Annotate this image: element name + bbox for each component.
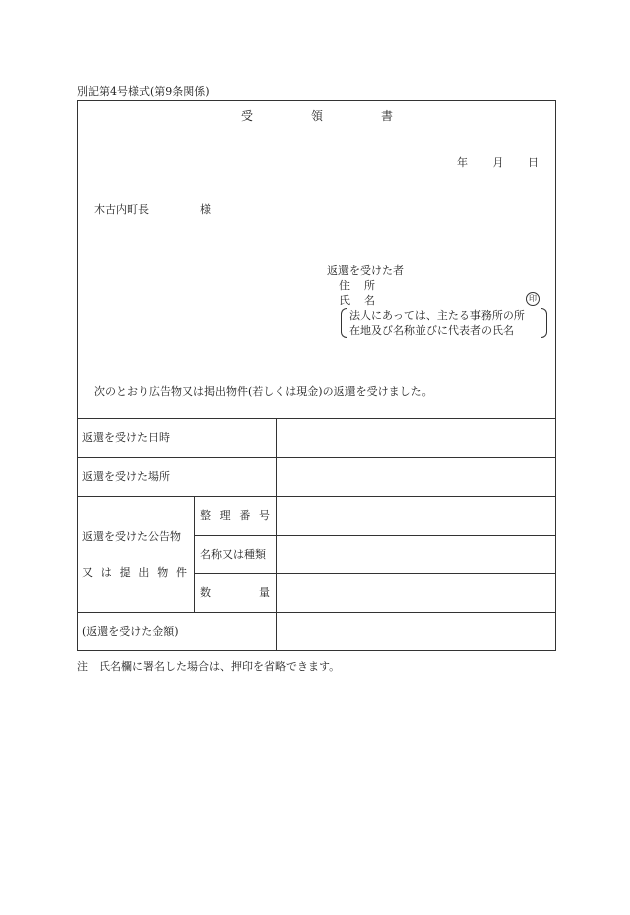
recipient-name-label (339, 295, 375, 306)
date-line (457, 157, 539, 168)
title-char: 領 (310, 109, 323, 123)
name-char: 氏 (339, 294, 350, 307)
recipient-note-line1: 法人にあっては、主たる事務所の所 (349, 309, 525, 322)
row-line (77, 457, 556, 458)
group-label-line1: 返還を受けた公告物 (82, 530, 181, 543)
bracket-right (541, 308, 547, 338)
address-char: 住 (339, 279, 350, 292)
row-line (194, 535, 556, 536)
seal-mark: 印 (526, 292, 540, 306)
addressee-honorific: 様 (200, 203, 211, 216)
sub-label-quantity (200, 587, 270, 598)
date-day: 日 (528, 156, 539, 169)
recipient-address-label (339, 280, 375, 291)
statement: 次のとおり広告物又は掲出物件(若しくは現金)の返還を受けました。 (94, 385, 433, 398)
sub-label-number (200, 510, 270, 521)
row-line (194, 573, 556, 574)
title-char: 受 (241, 109, 254, 123)
recipient-heading: 返還を受けた者 (327, 264, 404, 277)
form-label: 別記第4号様式(第9条関係) (77, 85, 210, 98)
date-year: 年 (457, 156, 468, 169)
addressee-name: 木古内町長 (94, 203, 149, 216)
column-line (194, 496, 195, 612)
group-char: は (100, 566, 112, 579)
row-line (77, 496, 556, 497)
recipient-note-line2: 在地及び名称並びに代表者の氏名 (349, 324, 514, 337)
row-line (77, 612, 556, 613)
row-label-amount: (返還を受けた金額) (82, 625, 179, 638)
date-month: 月 (492, 156, 504, 169)
group-char: 提 (119, 566, 131, 579)
name-char: 名 (364, 294, 375, 307)
footnote: 注 氏名欄に署名した場合は、押印を省略できます。 (77, 660, 341, 673)
group-char: 件 (175, 566, 187, 579)
number-char: 整 (200, 509, 211, 522)
column-line (276, 418, 277, 651)
form-title (241, 110, 393, 122)
group-char: 物 (157, 566, 169, 579)
number-char: 番 (239, 509, 251, 522)
group-char: 出 (138, 566, 150, 579)
bracket-left (341, 308, 347, 338)
group-char: 又 (82, 566, 93, 579)
address-char: 所 (364, 279, 375, 292)
quantity-char: 量 (259, 586, 270, 599)
group-label-line2 (82, 567, 187, 578)
title-char: 書 (380, 109, 393, 123)
number-char: 理 (219, 509, 231, 522)
table-top-line (77, 418, 556, 419)
quantity-char: 数 (200, 586, 211, 599)
sub-label-name: 名称又は種類 (200, 548, 266, 561)
row-label-place: 返還を受けた場所 (82, 470, 170, 483)
number-char: 号 (258, 509, 270, 522)
row-label-datetime: 返還を受けた日時 (82, 431, 170, 444)
